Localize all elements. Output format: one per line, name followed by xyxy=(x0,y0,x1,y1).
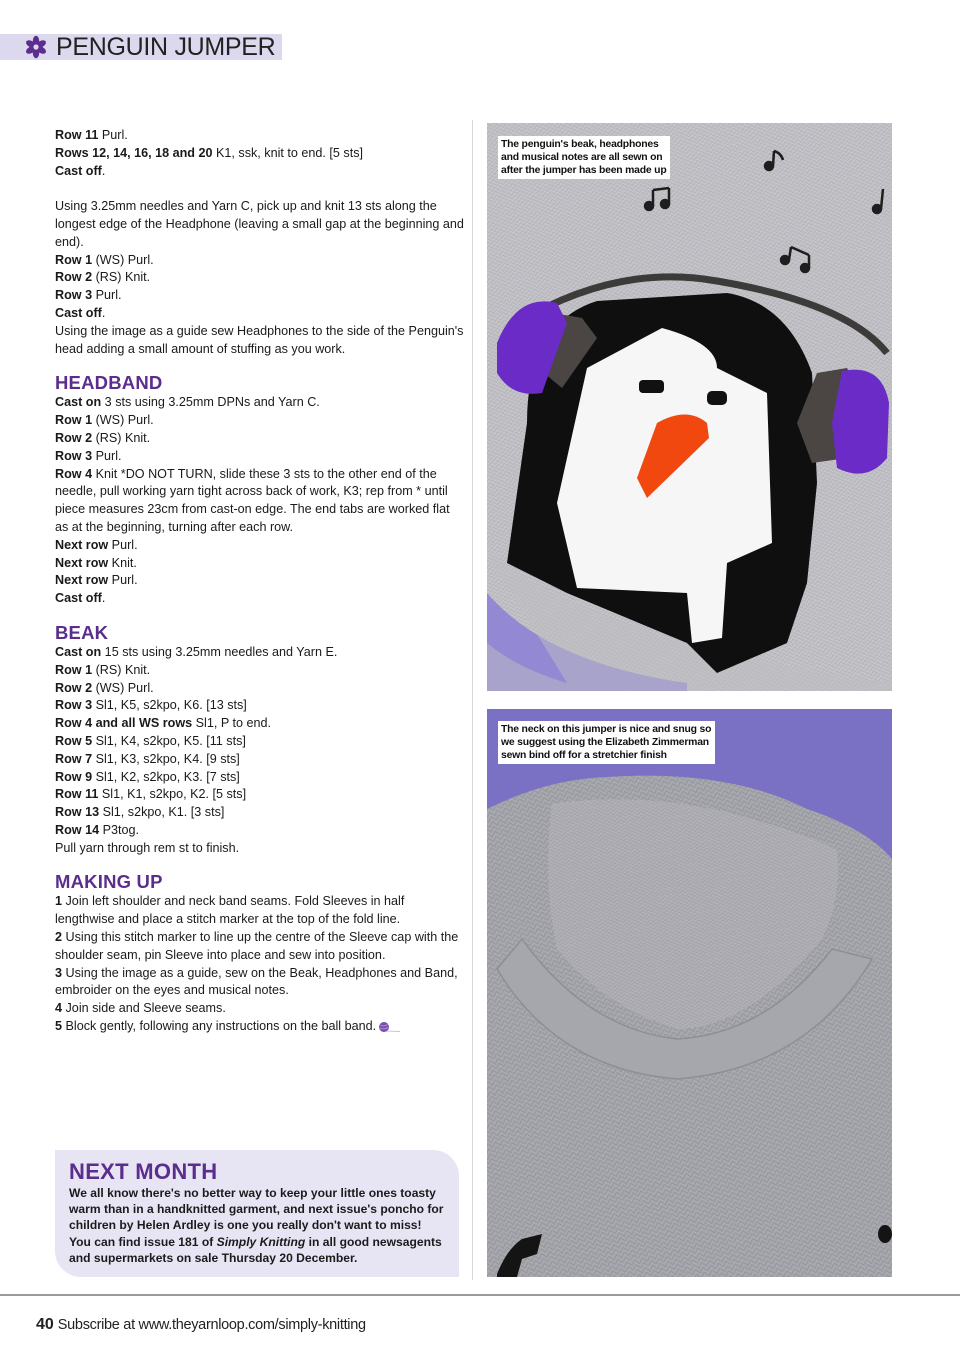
right-earphone xyxy=(832,370,889,474)
subscribe-text: Subscribe at www.theyarnloop.com/simply-knitting xyxy=(57,1317,366,1333)
instruction-line: Row 11 Purl. xyxy=(55,128,128,142)
instruction-line: Row 11 Sl1, K1, s2kpo, K2. [5 sts] xyxy=(55,787,247,802)
next-month-box xyxy=(55,1150,459,1277)
instruction-line: Next row Purl. xyxy=(55,573,138,588)
neckline-illustration xyxy=(487,709,892,1277)
making-up-step: 2 Using this stitch marker to line up the centre of the Sleeve cap with the shoulder seam, pin Sleeve into place and sew into position. xyxy=(55,930,459,962)
section-title-banner xyxy=(0,34,282,60)
headphone-intro: Using 3.25mm needles and Yarn C, pick up and knit 13 sts along the longest edge of the Headphone (leaving a small gap at the beginning and end). xyxy=(55,199,464,249)
instruction-line: Row 3 Purl. xyxy=(55,288,122,303)
instruction-line: Row 3 Sl1, K5, s2kpo, K6. [13 sts] xyxy=(55,698,247,713)
beak-heading: BEAK xyxy=(55,621,109,643)
making-up-step: 3 Using the image as a guide, sew on the Beak, Headphones and Band, embroider on the eyes and musical notes. xyxy=(55,965,458,998)
instruction-line: Row 5 Sl1, K4, s2kpo, K5. [11 sts] xyxy=(55,733,246,748)
pattern-instructions xyxy=(55,127,465,1036)
instruction-line: Row 7 Sl1, K3, s2kpo, K4. [9 sts] xyxy=(55,751,240,766)
instruction-line: Cast on 3 sts using 3.25mm DPNs and Yarn C. xyxy=(55,395,320,410)
instruction-line: Row 1 (RS) Knit. xyxy=(55,662,151,677)
headphone-outro: Using the image as a guide sew Headphones to the side of the Penguin's head adding a small amount of stuffing as you work. xyxy=(55,323,464,356)
instruction-line: Row 2 (RS) Knit. xyxy=(55,430,151,445)
yarn-ball-icon xyxy=(378,1021,400,1033)
making-up-step: 1 Join left shoulder and neck band seams. Fold Sleeves in half lengthwise and place a stitch marker at the top of the fold line. xyxy=(55,894,405,927)
instruction-line: Next row Knit. xyxy=(55,555,137,570)
instruction-line: Cast on 15 sts using 3.25mm needles and Yarn E. xyxy=(55,644,338,659)
instruction-line: Row 1 (WS) Purl. xyxy=(55,252,154,267)
making-up-step: 4 Join side and Sleeve seams. xyxy=(55,1001,226,1016)
instruction-line: Row 4 and all WS rows Sl1, P to end. xyxy=(55,716,272,731)
instruction-line: Row 14 P3tog. xyxy=(55,822,140,837)
instruction-line: Row 4 Knit *DO NOT TURN, slide these 3 sts to the other end of the needle, pull working yarn tight across back of work, K3; rep from * until piece measures 23cm from cast-on edge. The end tabs are worked flat as at the beginning, turning after each row. xyxy=(55,466,450,534)
column-divider xyxy=(472,120,473,1280)
beak-section xyxy=(55,644,465,858)
page-footer xyxy=(36,1316,366,1334)
instruction-line: Row 1 (WS) Purl. xyxy=(55,413,154,428)
instruction-line: Row 2 (WS) Purl. xyxy=(55,680,154,695)
penguin-illustration xyxy=(487,123,892,691)
instruction-line: Pull yarn through rem st to finish. xyxy=(55,840,240,855)
headband-heading: HEADBAND xyxy=(55,372,163,394)
photo-caption: The penguin's beak, headphones and musical notes are all sewn on after the jumper has been made up xyxy=(498,136,670,179)
instruction-line: Cast off. xyxy=(55,591,106,606)
instruction-line: Cast off. xyxy=(55,305,106,320)
making-up-step: 5 Block gently, following any instructions on the ball band. xyxy=(55,1018,465,1036)
making-up-section xyxy=(55,893,465,1035)
magazine-title: Simply Knitting xyxy=(216,1234,306,1249)
next-month-text: We all know there's no better way to keep your little ones toasty warm than in a handknitted garment, and next issue's poncho for children by Helen Ardley is one you really don't want to miss! You can find issue 181 of Simply Knitting in all good newsagents and supermarkets on sale Thursday 20 December. xyxy=(69,1186,444,1265)
page-number: 40 xyxy=(36,1316,54,1333)
instruction-line: Cast off. xyxy=(55,163,106,178)
instruction-line: Row 13 Sl1, s2kpo, K1. [3 sts] xyxy=(55,805,225,820)
footer-rule xyxy=(0,1294,960,1296)
instruction-line: Row 2 (RS) Knit. xyxy=(55,270,151,285)
instruction-line: Rows 12, 14, 16, 18 and 20 K1, ssk, knit to end. [5 sts] xyxy=(55,145,364,160)
headband-section xyxy=(55,394,465,608)
penguin-motif-photo xyxy=(487,123,892,691)
continued-rows xyxy=(55,127,465,358)
neckline-photo xyxy=(487,709,892,1277)
page-title: PENGUIN JUMPER xyxy=(56,33,276,61)
photo-caption: The neck on this jumper is nice and snug so we suggest using the Elizabeth Zimmerman sewn bind off for a stretchier finish xyxy=(498,721,715,764)
flower-icon xyxy=(24,35,48,59)
instruction-line: Row 9 Sl1, K2, s2kpo, K3. [7 sts] xyxy=(55,769,240,784)
making-up-heading: MAKING UP xyxy=(55,871,163,893)
instruction-line: Row 3 Purl. xyxy=(55,448,122,463)
instruction-line: Next row Purl. xyxy=(55,537,138,552)
next-month-heading: NEXT MONTH xyxy=(69,1159,218,1184)
